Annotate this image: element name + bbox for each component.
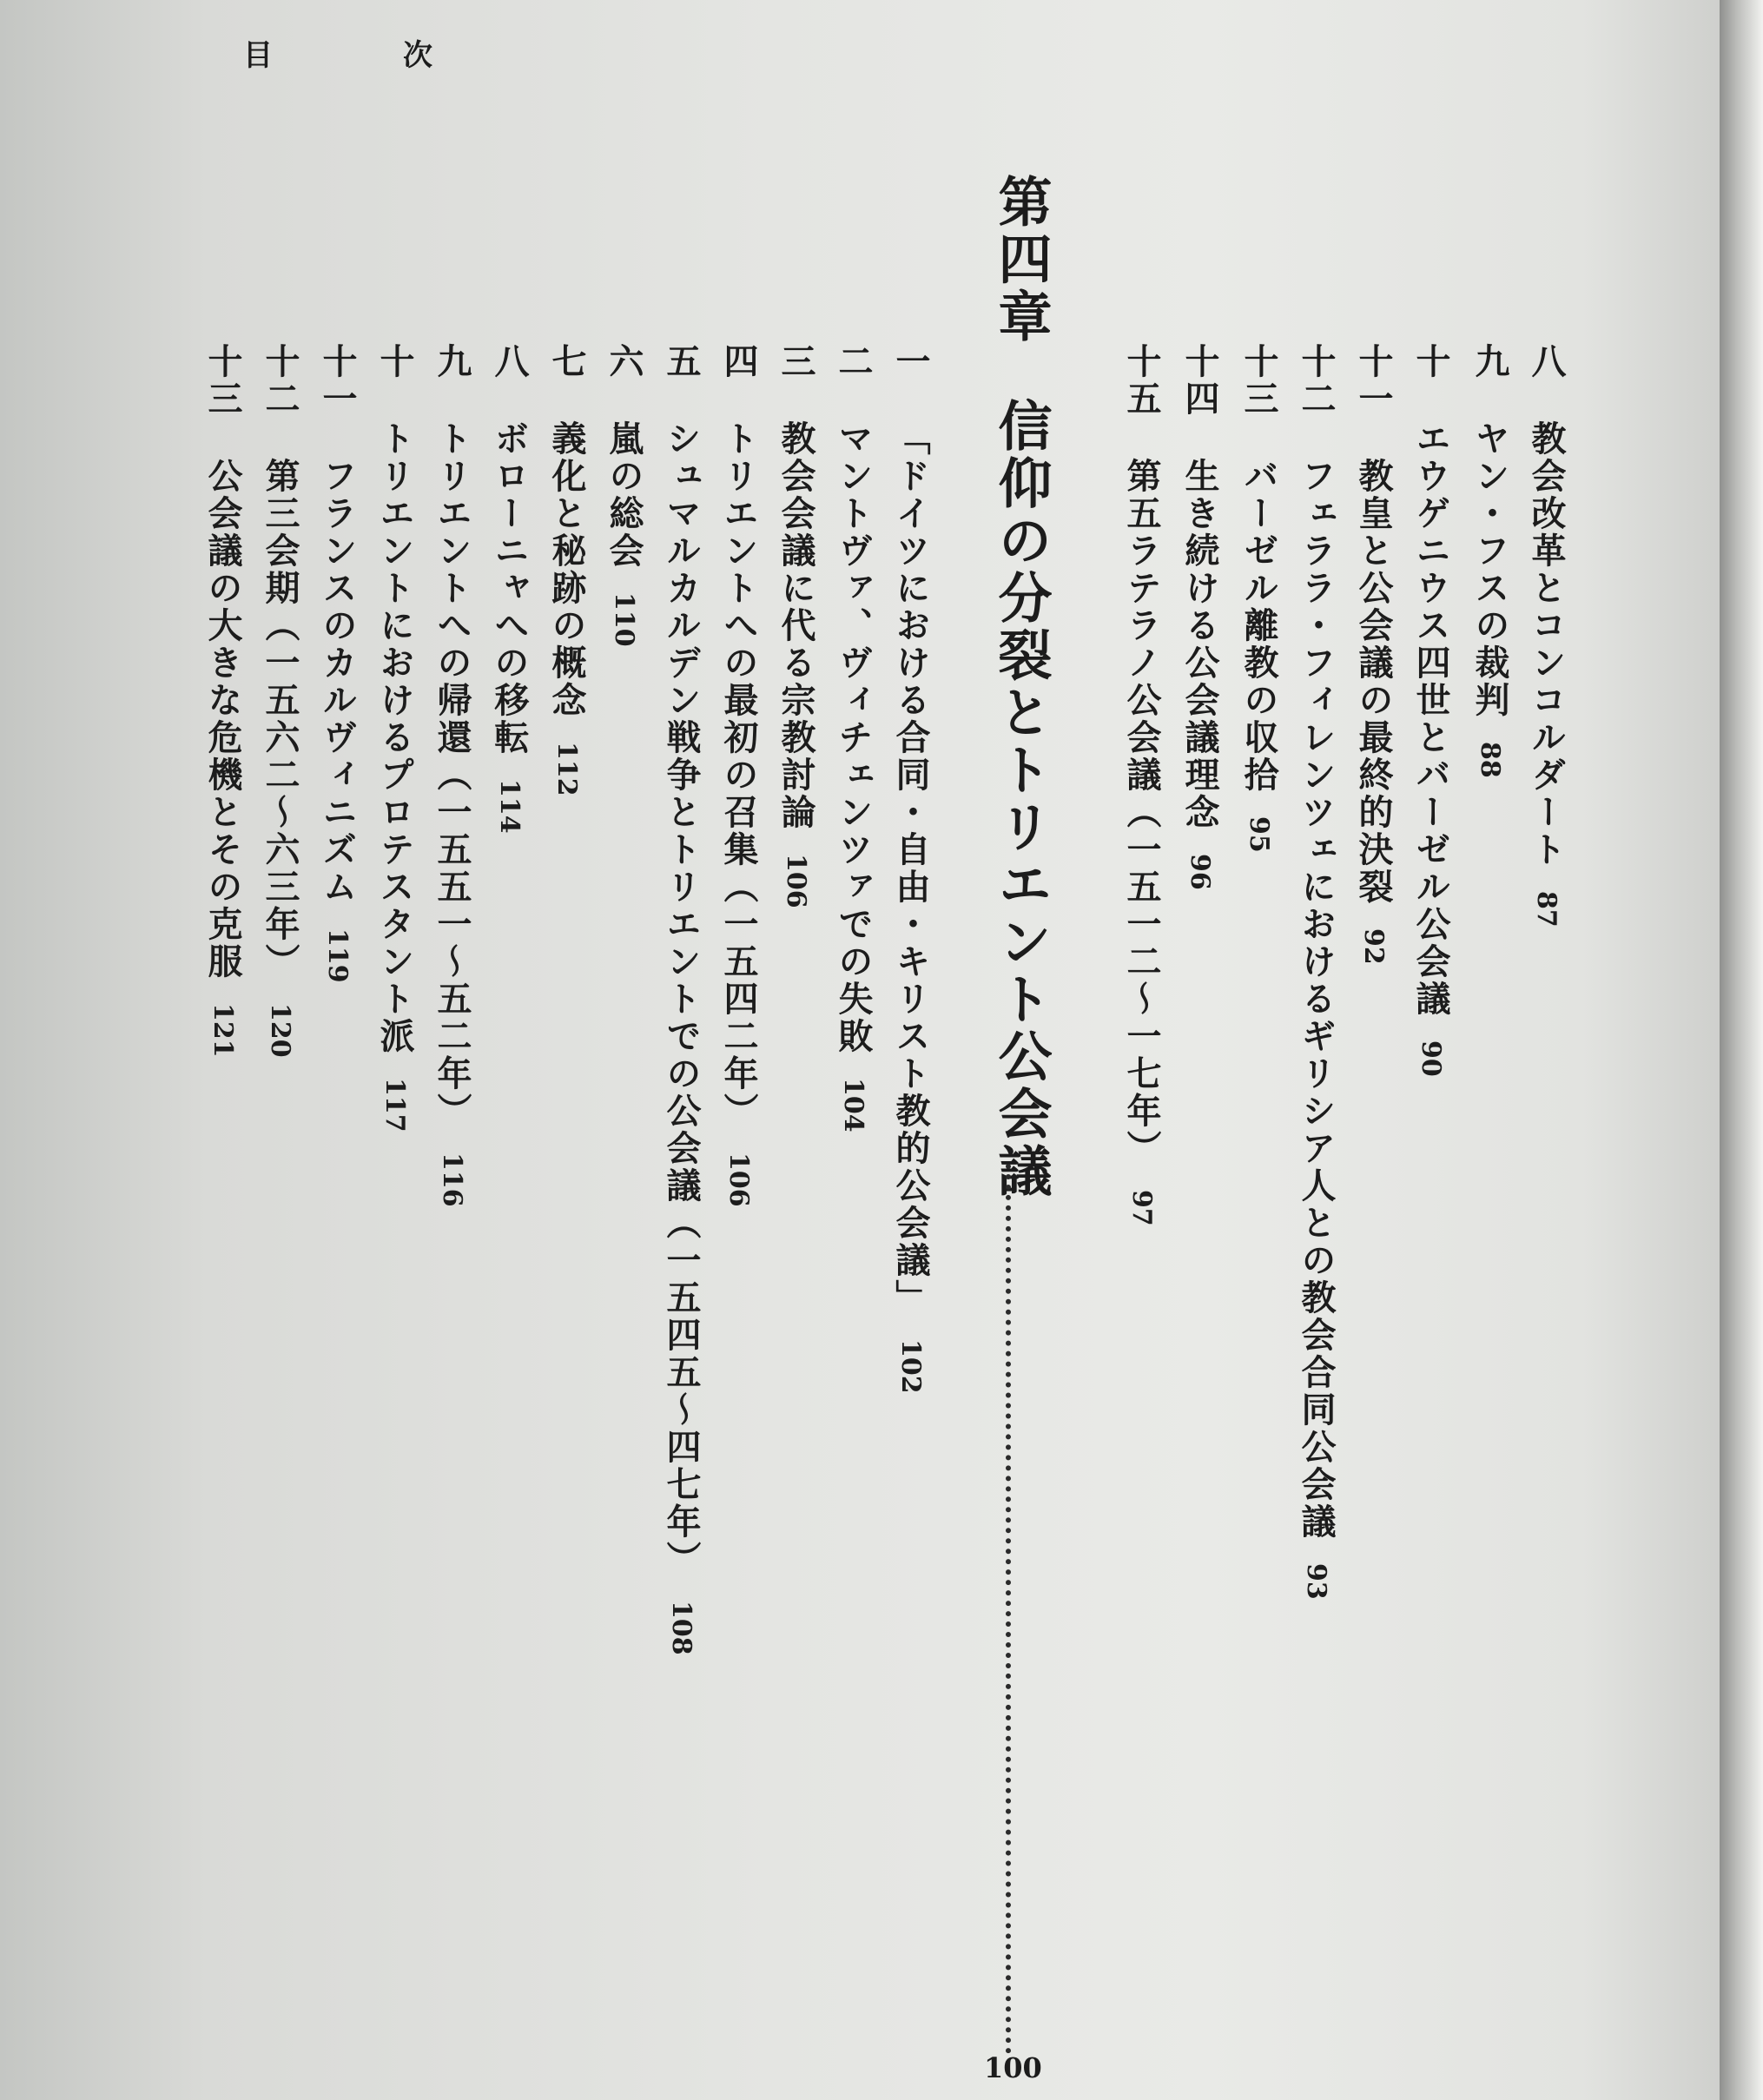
- running-head: [243, 31, 434, 74]
- toc-entry: [657, 343, 705, 1655]
- entry-number: 十二: [260, 343, 300, 418]
- chapter-title: 信仰の分裂とトリエント公会議: [989, 398, 1053, 1200]
- toc-entry: [313, 343, 361, 983]
- book-gutter: [1720, 0, 1763, 2100]
- entry-title: ボローニャへの移転: [489, 420, 530, 756]
- entry-number: 七: [546, 343, 587, 380]
- entry-title: マントヴァ、ヴィチェンツァでの失敗: [833, 420, 874, 1055]
- entry-page: 117: [380, 1078, 410, 1133]
- entry-number: 十五: [1121, 343, 1162, 418]
- entry-number: 一: [890, 343, 931, 380]
- toc-entry: [427, 343, 476, 1207]
- entry-page: 106: [723, 1152, 754, 1207]
- entry-number: 十一: [317, 343, 358, 418]
- entry-number: 五: [661, 343, 702, 380]
- entry-title: 教皇と公会議の最終的決裂: [1353, 458, 1394, 906]
- toc-entry: [599, 343, 648, 647]
- entry-title: トリエントにおけるプロテスタント派: [374, 420, 415, 1055]
- entry-title: 教会会議に代る宗教討論: [776, 420, 816, 831]
- entry-page: 87: [1531, 891, 1562, 928]
- entry-number: 十二: [1296, 343, 1337, 418]
- entry-page: 104: [838, 1078, 868, 1133]
- toc-entry: [1465, 343, 1514, 778]
- entry-page: 96: [1185, 854, 1215, 890]
- dotted-leader: [1006, 1164, 1011, 2054]
- entry-number: 六: [604, 343, 644, 380]
- entry-number: 二: [833, 343, 874, 380]
- entry-number: 十: [1410, 343, 1451, 380]
- toc-entry: [1117, 343, 1165, 1226]
- entry-title: フランスのカルヴィニズム: [317, 458, 358, 906]
- entry-page: 102: [895, 1339, 926, 1394]
- toc-entry: [485, 343, 533, 834]
- entry-page: 121: [208, 1003, 238, 1058]
- toc-entry: [255, 343, 304, 1058]
- entry-number: 十三: [1238, 343, 1279, 418]
- entry-number: 九: [432, 343, 472, 380]
- entry-page: 97: [1126, 1190, 1157, 1226]
- entry-page: 93: [1301, 1563, 1331, 1600]
- entry-number: 八: [1526, 343, 1567, 380]
- entry-title: 嵐の総会: [604, 420, 644, 570]
- toc-entry: [1291, 343, 1340, 1600]
- entry-title: ヤン・フスの裁判: [1469, 420, 1510, 719]
- entry-page: 88: [1475, 742, 1505, 778]
- entry-number: 四: [718, 343, 759, 380]
- entry-number: 十四: [1179, 343, 1220, 418]
- toc-entry: [1522, 343, 1570, 928]
- entry-page: 95: [1244, 816, 1274, 853]
- entry-page: 119: [322, 928, 353, 983]
- toc-entry: [198, 343, 247, 1058]
- chapter-heading: [986, 174, 1055, 1200]
- running-head-left: 目: [243, 38, 274, 73]
- entry-title: トリエントへの最初の召集（一五四二年）: [718, 420, 759, 1130]
- entry-page: 108: [666, 1601, 697, 1655]
- entry-page: 114: [494, 779, 525, 834]
- entry-title: 生き続ける公会議理念: [1179, 458, 1220, 831]
- entry-title: フェララ・フィレンツェにおけるギリシア人との教会合同公会議: [1296, 458, 1337, 1541]
- toc-entry: [829, 343, 877, 1133]
- running-head-right: 次: [403, 38, 434, 73]
- entry-number: 九: [1469, 343, 1510, 380]
- entry-page: 116: [437, 1152, 467, 1207]
- entry-page: 120: [265, 1003, 295, 1058]
- entry-title: トリエントへの帰還（一五五一〜五二年）: [432, 420, 472, 1130]
- toc-entry: [771, 343, 820, 908]
- toc-entry: [1175, 343, 1224, 890]
- toc-entry: [1349, 343, 1397, 965]
- toc-entry: [370, 343, 419, 1133]
- entry-page: 112: [551, 742, 582, 796]
- entry-title: エウゲニウス四世とバーゼル公会議: [1410, 420, 1451, 1018]
- entry-page: 90: [1416, 1040, 1446, 1077]
- chapter-number: 第四章: [989, 174, 1053, 346]
- entry-page: 92: [1358, 928, 1389, 965]
- chapter-page-number: 100: [984, 2051, 1042, 2084]
- toc-entry: [542, 343, 591, 796]
- toc-entry: [714, 343, 763, 1207]
- entry-title: 義化と秘跡の概念: [546, 420, 587, 719]
- entry-number: 八: [489, 343, 530, 380]
- entry-title: 第五ラテラノ公会議（一五一二〜一七年）: [1121, 458, 1162, 1167]
- entry-title: バーゼル離教の収拾: [1238, 458, 1279, 794]
- entry-page: 106: [781, 854, 811, 908]
- entry-title: 第三会期（一五六二〜六三年）: [260, 458, 300, 981]
- entry-number: 三: [776, 343, 816, 380]
- entry-title: 公会議の大きな危機とその克服: [202, 458, 243, 981]
- toc-entry: [1406, 343, 1455, 1077]
- entry-title: シュマルカルデン戦争とトリエントでの公会議（一五四五〜四七年）: [661, 420, 702, 1578]
- entry-number: 十: [374, 343, 415, 380]
- entry-title: 「ドイツにおける合同・自由・キリスト教的公会議」: [890, 420, 931, 1317]
- entry-title: 教会改革とコンコルダート: [1526, 420, 1567, 868]
- toc-entry: [886, 343, 934, 1394]
- toc-entry: [1234, 343, 1283, 853]
- entry-number: 十一: [1353, 343, 1394, 418]
- entry-number: 十三: [202, 343, 243, 418]
- entry-page: 110: [609, 592, 639, 647]
